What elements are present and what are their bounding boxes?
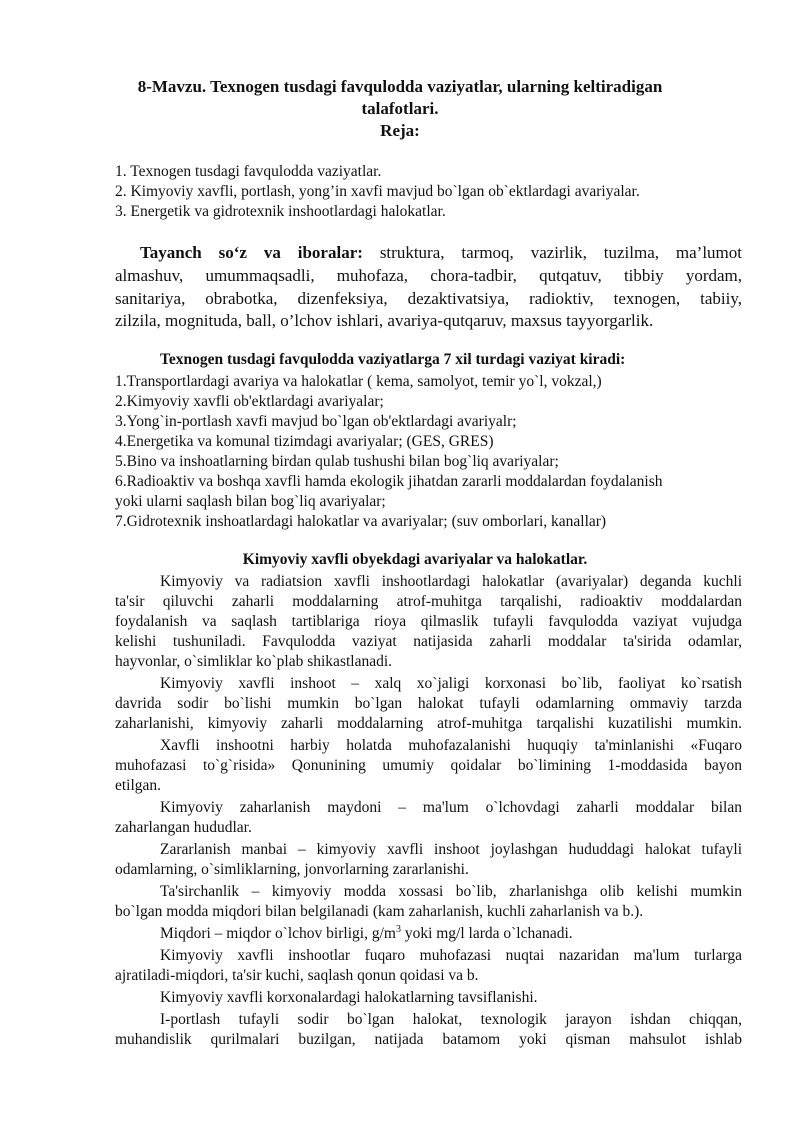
- paragraph-line: kelishi tushuniladi. Favqulodda vaziyat natijasida zaharli moddalar ta'sirida odamlar,: [115, 633, 742, 650]
- plan-item-2: 2. Kimyoviy xavfli, portlash, yong’in xavfi mavjud bo`lgan ob`ektlardagi avariyalar.: [115, 183, 640, 200]
- paragraph-line: Xavfli inshootni harbiy holatda muhofazalanishi huquqiy ta'minlanishi «Fuqaro: [160, 737, 742, 754]
- types-item-6: 6.Radioaktiv va boshqa xavfli hamda ekologik jihatdan zararli moddalardan foydalanish: [115, 473, 663, 490]
- superscript-3: 3: [395, 923, 401, 935]
- paragraph-line: zaharlangan hududlar.: [115, 819, 252, 836]
- paragraph-line: Kimyoviy va radiatsion xavfli inshootlardagi halokatlar (avariyalar) deganda kuchli: [160, 573, 742, 590]
- paragraph-line: Kimyoviy xavfli inshoot – xalq xo`jaligi korxonasi bo`lib, faoliyat ko`rsatish: [160, 675, 742, 692]
- paragraph-line: Ta'sirchanlik – kimyoviy modda xossasi bo`lib, zharlanishga olib kelishi mumkin: [160, 883, 742, 900]
- types-item-2: 2.Kimyoviy xavfli ob'ektlardagi avariyalar;: [115, 393, 384, 410]
- keywords-text-1: struktura, tarmoq, vazirlik, tuzilma, ma’lumot: [379, 243, 742, 262]
- keywords-line-1: [140, 242, 742, 266]
- paragraph-line: davrida sodir bo`lishi mumkin bo`lgan halokat tufayli odamlarning ommaviy tarzda: [115, 695, 742, 712]
- units-text-rest: yoki mg/l larda o`lchanadi.: [400, 925, 573, 942]
- paragraph-line: Kimyoviy xavfli korxonalardagi halokatlarning tavsiflanishi.: [160, 989, 538, 1006]
- units-text: Miqdori – miqdor o`lchov birligi, g/m: [160, 925, 396, 942]
- plan-title: Reja:: [380, 121, 420, 140]
- paragraph-line: bo`lgan modda miqdori bilan belgilanadi (kam zaharlanish, kuchli zaharlanish va b.).: [115, 903, 644, 920]
- types-item-5: 5.Bino va inshoatlarning birdan qulab tushushi bilan bog`liq avariyalar;: [115, 453, 559, 470]
- types-item-6-cont: yoki ularni saqlash bilan bog`liq avariyalar;: [115, 493, 386, 510]
- paragraph-line: ta'sir qiluvchi zaharli moddalarning atrof-muhitga tarqalishi, radioaktiv moddalardan: [115, 593, 742, 610]
- types-heading: Texnogen tusdagi favqulodda vaziyatlarga 7 xil turdagi vaziyat kiradi:: [160, 351, 626, 368]
- paragraph-line: I-portlash tufayli sodir bo`lgan halokat, texnologik jarayon ishdan chiqqan,: [160, 1011, 742, 1028]
- plan-item-3: 3. Energetik va gidrotexnik inshootlardagi halokatlar.: [115, 203, 446, 220]
- types-item-1: 1.Transportlardagi avariya va halokatlar ( kema, samolyot, temir yo`l, vokzal,): [115, 373, 602, 390]
- paragraph-line: foydalanish va saqlash tartiblariga rioya qilmaslik tufayli favqulodda vaziyat vujudga: [115, 613, 742, 630]
- plan-item-1: 1. Texnogen tusdagi favqulodda vaziyatlar.: [115, 163, 382, 180]
- document-title-line-2: talafotlari.: [361, 99, 439, 118]
- keywords-label: Tayanch so‘z va iboralar:: [140, 243, 363, 262]
- paragraph-line: hayvonlar, o`simliklar ko`plab shikastlanadi.: [115, 653, 393, 670]
- paragraph-line: etilgan.: [115, 777, 162, 794]
- types-item-7: 7.Gidrotexnik inshoatlardagi halokatlar va avariyalar; (suv omborlari, kanallar): [115, 513, 607, 530]
- paragraph-line: ajratiladi-miqdori, ta'sir kuchi, saqlash qonun qoidasi va b.: [115, 967, 479, 984]
- paragraph-line-units: [160, 924, 573, 944]
- types-item-3: 3.Yong`in-portlash xavfi mavjud bo`lgan ob'ektlardagi avariyalr;: [115, 413, 517, 430]
- paragraph-line: muhofazasi to`g`risida» Qonunining umumiy qoidalar bo`limining 1-moddasida bayon: [115, 757, 742, 774]
- types-item-4: 4.Energetika va komunal tizimdagi avariyalar; (GES, GRES): [115, 433, 494, 450]
- keywords-line-3: sanitariya, obrabotka, dizenfeksiya, dezaktivatsiya, radioktiv, texnogen, tabiiy,: [115, 289, 742, 308]
- keywords-line-2: almashuv, umummaqsadli, muhofaza, chora-tadbir, qutqatuv, tibbiy yordam,: [115, 266, 742, 285]
- document-title-line-1: 8-Mavzu. Texnogen tusdagi favqulodda vaziyatlar, ularning keltiradigan: [137, 77, 663, 96]
- paragraph-line: Kimyoviy xavfli inshootlar fuqaro muhofazasi nuqtai nazaridan ma'lum turlarga: [160, 947, 742, 964]
- paragraph-line: zaharlanishi, kimyoviy zaharli moddalarning atrof-muhitga tarqalishi kuzatilishi mumkin.: [115, 715, 742, 732]
- paragraph-line: muhandislik qurilmalari buzilgan, natijada batamom yoki qisman mahsulot ishlab: [115, 1031, 742, 1048]
- paragraph-line: Zararlanish manbai – kimyoviy xavfli inshoot joylashgan hududdagi halokat tufayli: [160, 841, 742, 858]
- chemical-heading: Kimyoviy xavfli obyekdagi avariyalar va halokatlar.: [242, 551, 588, 568]
- paragraph-line: odamlarning, o`simliklarning, jonvorlarning zararlanishi.: [115, 861, 469, 878]
- keywords-line-4: zilzila, mognituda, ball, o’lchov ishlari, avariya-qutqaruv, maxsus tayyorgarlik.: [115, 311, 654, 330]
- paragraph-line: Kimyoviy zaharlanish maydoni – ma'lum o`lchovdagi zaharli moddalar bilan: [160, 799, 742, 816]
